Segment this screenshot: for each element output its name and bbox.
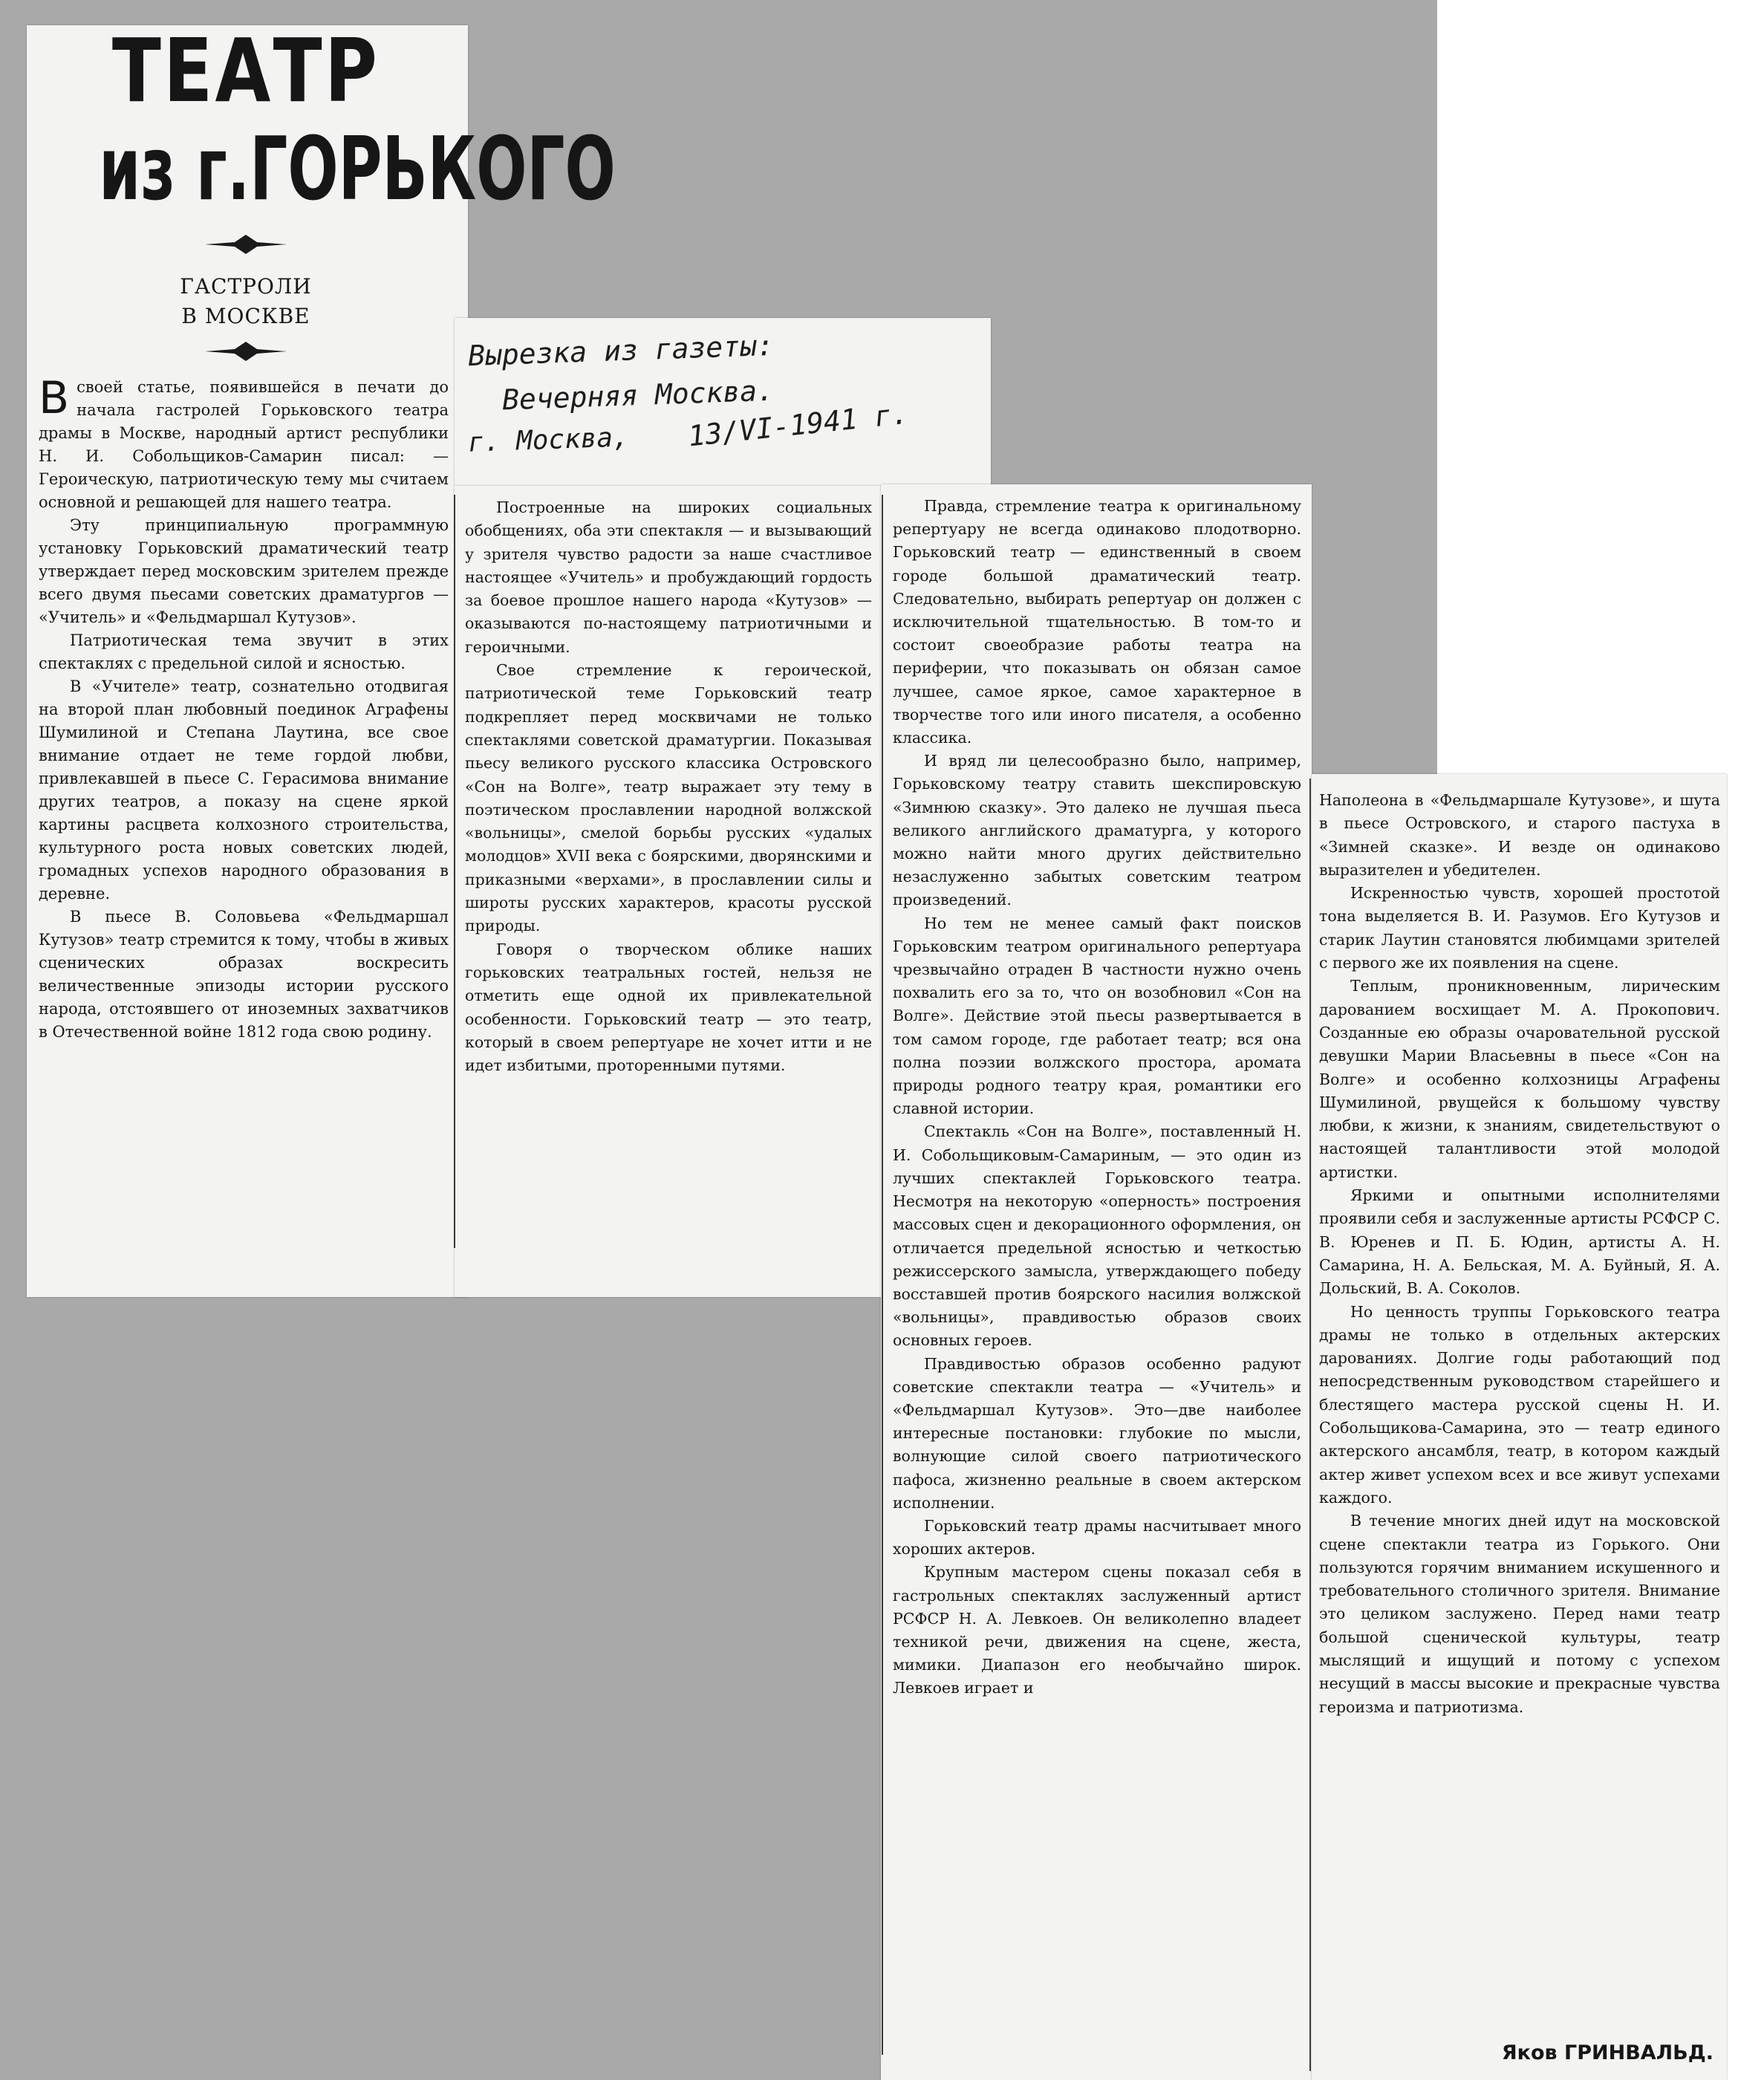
headline-line-2: из г.ГОРЬКОГО [99,117,616,220]
column-rule-1 [454,495,455,1248]
paragraph: Горьковский театр драмы насчитывает много хороших актеров. [893,1516,1301,1559]
paragraph: Крупным мастером сцены показал себя в гастрольных спектаклях заслуженный артист РСФСР Н. А. Левкоев. Он великолепно владеет техникой речи, движения на сцене, жеста, мимики. Диапазон его необычайно широк. Левкоев играет и [893,1563,1301,1697]
drop-cap: В [39,372,70,424]
paragraph: Яркими и опытными исполнителями проявили себя и заслуженные артисты РСФСР С. В. Юренев и П. Б. Юдин, артисты А. Н. Самарина, Н. А. Бельская, М. А. Буйный, Я. А. Дольский, В. А. Соколов. [1319,1186,1720,1298]
paragraph: Свое стремление к героической, патриотической теме Горьковский театр подкрепляет перед москвичами не только спектаклями советской драматургии. Показывая пьесу великого русского классика Островского «Сон на Волге», театр выражает эту тему в поэтическом прославлении народной волжской «вольницы», смелой борьбы русских «удалых молодцов» XVII века с боярскими, дворянскими и приказными «верхами», в прославлении силы и широты русских характеров, красоты русской природы. [465,661,872,935]
paragraph: Спектакль «Сон на Волге», поставленный Н. И. Собольщиковым-Самариным, — это один из лучших спектаклей Горьковского театра. Несмотря на некоторую «оперность» построения массовых сцен и декорационного оформления, он отличается предельной ясностью и четкостью режиссерского замысла, утверждающего победу восставшей против боярского насилия волжской «вольницы», правдивостью образов своих основных героев. [893,1122,1301,1350]
note-line-3: г. Москва, [467,422,630,458]
note-line-1: Вырезка из газеты: [467,328,775,373]
paragraph: И вряд ли целесообразно было, например, Горьковскому театру ставить шекспировскую «Зимнюю сказку». Это далеко не лучшая пьеса великого английского драматурга, у которого можно найти много других действительно незаслуженно забытых советским театром произведений. [893,752,1301,909]
note-line-2: Вечерняя Москва. [501,374,775,417]
paragraph: Теплым, проникновенным, лирическим дарованием восхищает М. А. Прокопович. Созданные ею образы очаровательной русской девушки Марии Власьевны в пьесе «Сон на Волге» и особенно колхозницы Аграфены Шумилиной, рвущейся к большому чувству любви, к жизни, к знаниям, свидетельствуют о настоящей талантливости этой молодой артистки. [1319,977,1720,1181]
article-column-2 [465,496,872,1077]
diamond-ornament-top [205,233,287,256]
paragraph: Эту принципиальную программную установку Горьковский драматический театр утверждает перед московским зрителем прежде всего двумя пьесами советских драматургов — «Учитель» и «Фельдмаршал Кутузов». [39,516,449,626]
paragraph: Правдивостью образов особенно радуют советские спектакли театра — «Учитель» и «Фельдмаршал Кутузов». Это—две наиболее интересные постановки: глубокие по мысли, волнующие силой своего патриотического пафоса, жизненно реальные в своем актерском исполнении. [893,1354,1301,1512]
paragraph: Правда, стремление театра к оригинальному репертуару не всегда одинаково плодотворно. Горьковский театр — единственный в своем городе большой драматический театр. Следовательно, выбирать репертуар он должен с исключительной тщательностью. В том-то и состоит своеобразие работы театра на периферии, что показывать он обязан самое лучшее, самое яркое, самое характерное в творчестве того или иного писателя, а особенно классика. [893,497,1301,747]
subtitle-line-1: ГАСТРОЛИ [180,274,312,299]
paragraph: Патриотическая тема звучит в этих спектаклях с предельной силой и ясностью. [39,631,449,672]
paragraph: Наполеона в «Фельдмаршале Кутузове», и шута в пьесе Островского, и старого пастуха в «Зимней сказке». И везде он одинаково выразителен и убедителен. [1319,791,1720,879]
paragraph: Искренностью чувств, хорошей простотой тона выделяется В. И. Разумов. Его Кутузов и старик Лаутин становятся любимцами зрителей с первого же их появления на сцене. [1319,884,1720,972]
column-rule-3 [1309,779,1311,2071]
paragraph: В пьесе В. Соловьева «Фельдмаршал Кутузов» театр стремится к тому, чтобы в живых сценических образах воскресить величественные эпизоды истории русского народа, отстоявшего от иноземных захватчиков в Отечественной войне 1812 года свою родину. [39,908,449,1041]
handwritten-note [459,321,988,481]
paragraph: Говоря о творческом облике наших горьковских театральных гостей, нельзя не отметить еще одной их привлекательной особенности. Горьковский театр — это театр, который в своем репертуаре не хочет итти и не идет избитыми, проторенными путями. [465,940,872,1075]
paragraph: В течение многих дней идут на московской сцене спектакли театра из Горького. Они пользуются горячим вниманием искушенного и требовательного столичного зрителя. Внимание это целиком заслужено. Перед нами театр большой сценической культуры, театр мыслящий и ищущий и потому с успехом несущий в массы высокие и прекрасные чувства героизма и патриотизма. [1319,1512,1720,1716]
paragraph: В «Учителе» театр, сознательно отодвигая на второй план любовный поединок Аграфены Шумилиной и Степана Лаутина, все свое внимание отдает не теме гордой любви, привлекавшей в пьесе С. Герасимова внимание других театров, а показу на сцене яркой картины расцвета колхозного строительства, культурного роста новых советских людей, громадных успехов народного образования в деревне. [39,677,449,903]
headline-block [30,19,616,363]
note-date: 13/VI-1941 г. [686,397,910,453]
article-column-4 [1319,789,1720,1719]
paragraph: Всвоей статье, появившейся в печати до начала гастролей Горьковского театра драмы в Москве, народный артист республики Н. И. Собольщиков-Самарин писал: — Героическую, патриотическую тему мы считаем основной и решающей для нашего театра. [39,372,449,511]
diamond-ornament-bottom [205,340,287,363]
headline-line-1: ТЕАТР [111,19,380,122]
article-column-3 [893,495,1301,1700]
paragraph: Но ценность труппы Горьковского театра драмы не только в отдельных актерских дарованиях. Долгие годы работающий под непосредственным руководством старейшего и блестящего мастера русской сцены Н. И. Собольщикова-Самарина, это — театр единого актерского ансамбля, театр, в котором каждый актер живет успехом всех и все живут успехами каждого. [1319,1302,1720,1507]
column-rule-2 [882,495,883,2055]
article-column-1 [39,372,449,1044]
paragraph: Построенные на широких социальных обобщениях, оба эти спектакля — и вызывающий у зрителя чувство радости за наше счастливое настоящее «Учитель» и пробуждающий гордость за боевое прошлое нашего народа «Кутузов» — оказываются по-настоящему патриотичными и героичными. [465,498,872,656]
author-signature: Яков ГРИНВАЛЬД. [1501,2041,1713,2064]
subtitle-line-2: В МОСКВЕ [181,304,310,328]
paragraph: Но тем не менее самый факт поисков Горьковским театром оригинального репертуара чрезвычайно отраден В частности нужно очень похвалить его за то, что он возобновил «Сон на Волге». Действие этой пьесы развертывается в том самом городе, где работает театр; вся она полна поэзии волжского простора, аромата природы родного театру края, романтики его славной истории. [893,914,1301,1118]
